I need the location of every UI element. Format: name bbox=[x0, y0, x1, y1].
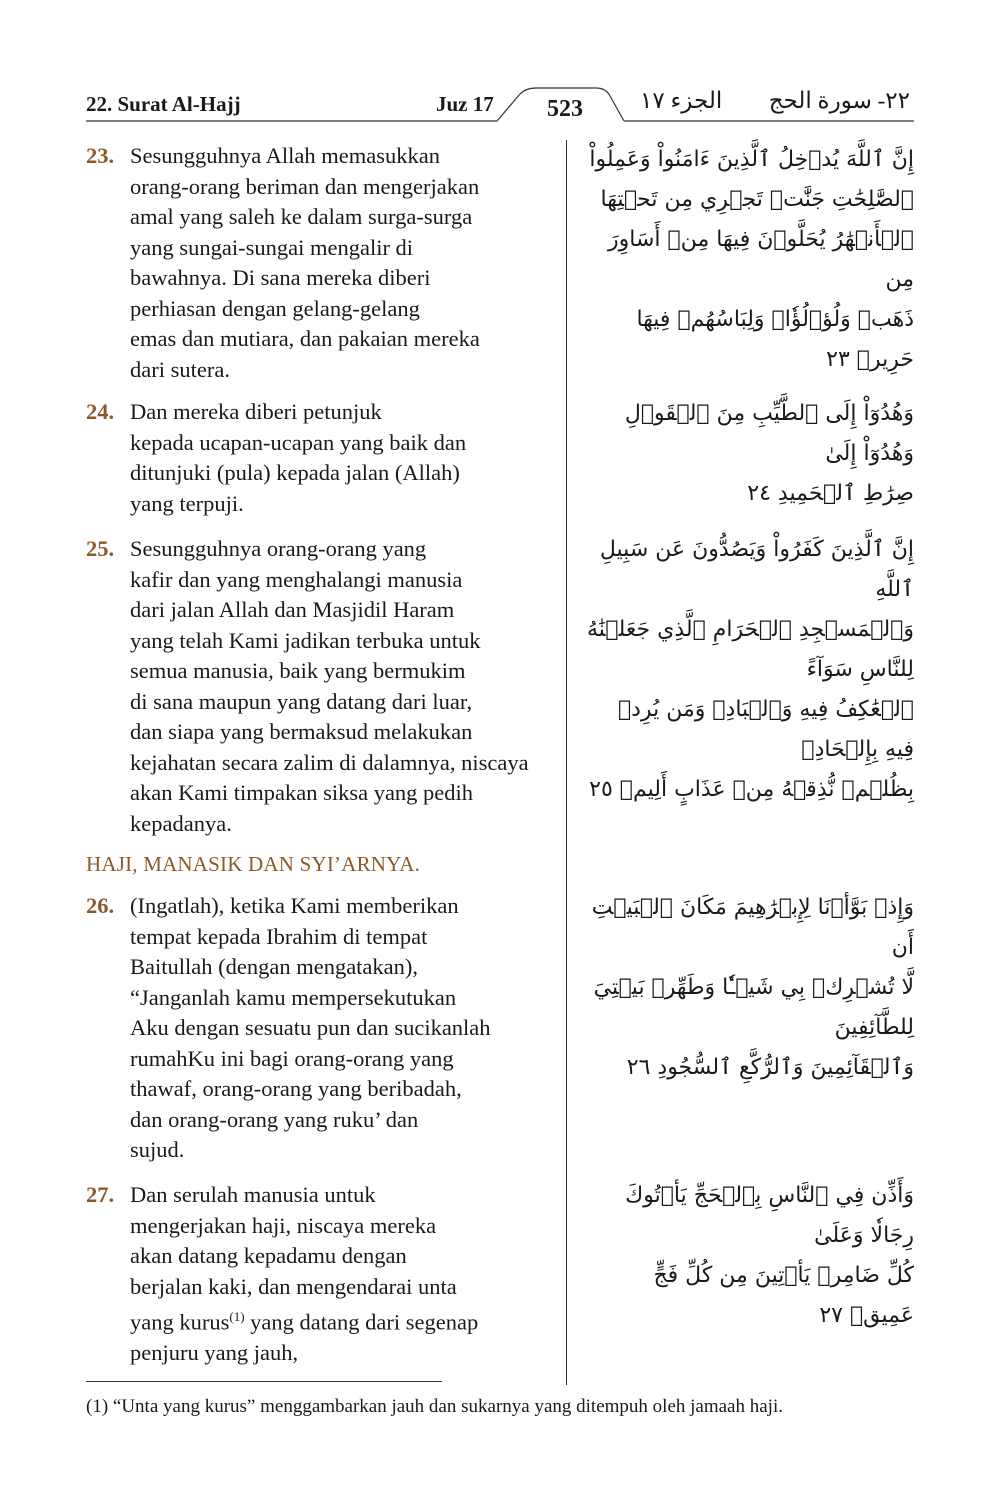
page-number: 523 bbox=[547, 96, 583, 122]
footnote-marker: (1) bbox=[229, 1309, 245, 1324]
verse-text-part: yang datang dari segenap penjuru yang jauh, bbox=[130, 1309, 479, 1365]
verse-text: Sesungguhnya Allah memasukkan orang-orang beriman dan mengerjakan amal yang saleh ke dalam surga-surga yang sungai-sungai mengalir di bawahnya. Di sana mereka diberi perhiasan dengan gelang-gelang emas dan mutiara, dan pakaian mereka dari sutera. bbox=[130, 143, 480, 382]
verse-number: 25. bbox=[86, 536, 115, 561]
verse-number: 23. bbox=[86, 143, 115, 168]
verse-number: 26. bbox=[86, 893, 115, 918]
verse-text: Dan mereka diberi petunjuk kepada ucapan-ucapan yang baik dan ditunjuki (pula) kepada jalan (Allah) yang terpuji. bbox=[130, 399, 467, 516]
verse-number: 24. bbox=[86, 399, 115, 424]
juz-label-arabic: الجزء ١٧ bbox=[640, 88, 723, 113]
juz-label-latin: Juz 17 bbox=[436, 92, 494, 116]
verse-text: Sesungguhnya orang-orang yang kafir dan yang menghalangi manusia dari jalan Allah dan Masjidil Haram yang telah Kami jadikan terbuka untuk semua manusia, baik yang bermukim di sana maupun yang datang dari luar, dan siapa yang bermaksud melakukan kejahatan secara zalim di dalamnya, niscaya akan Kami timpakan siksa yang pedih kepadanya. bbox=[130, 536, 529, 836]
verse-24-translation bbox=[86, 397, 566, 519]
surah-title-arabic: ٢٢- سورة الحج bbox=[768, 88, 910, 113]
verse-27-translation bbox=[86, 1180, 566, 1369]
surah-title-latin: 22. Surat Al-Hajj bbox=[86, 92, 241, 116]
verse-26-translation bbox=[86, 891, 566, 1166]
verse-27-arabic: وَأَذِّن فِي ٱلنَّاسِ بِٱلۡحَجِّ يَأۡتُوكَ رِجَالٗا وَعَلَىٰ كُلِّ ضَامِرٖ يَأۡتِينَ مِن كُلِّ فَجٍّ عَمِيقٖ ٢٧ bbox=[625, 1183, 914, 1328]
verse-25-translation bbox=[86, 534, 566, 839]
page-header bbox=[0, 0, 1000, 130]
verse-23-arabic: إِنَّ ٱللَّهَ يُدۡخِلُ ٱلَّذِينَ ءَامَنُواْ وَعَمِلُواْ ٱلصَّٰلِحَٰتِ جَنَّٰتٖ تَجۡرِي مِن تَحۡتِهَا ٱلۡأَنۡهَٰرُ يُحَلَّوۡنَ فِيهَا مِنۡ أَسَاوِرَ مِن ذَهَبٖ وَلُؤۡلُؤٗاۖ وَلِبَاسُهُمۡ فِيهَا حَرِيرٞ ٢٣ bbox=[589, 147, 914, 372]
verse-24-arabic: وَهُدُوٓاْ إِلَى ٱلطَّيِّبِ مِنَ ٱلۡقَوۡلِ وَهُدُوٓاْ إِلَىٰ صِرَٰطِ ٱلۡحَمِيدِ ٢٤ bbox=[624, 401, 914, 506]
verse-text bbox=[130, 1180, 566, 1369]
verse-26-arabic: وَإِذۡ بَوَّأۡنَا لِإِبۡرَٰهِيمَ مَكَانَ ٱلۡبَيۡتِ أَن لَّا تُشۡرِكۡ بِي شَيۡـٔٗا وَطَهِّرۡ بَيۡتِيَ لِلطَّآئِفِينَ وَٱلۡقَآئِمِينَ وَٱلرُّكَّعِ ٱلسُّجُودِ ٢٦ bbox=[591, 895, 914, 1080]
verse-23-translation bbox=[86, 141, 566, 385]
column-divider bbox=[566, 140, 567, 1385]
verse-25-arabic: إِنَّ ٱلَّذِينَ كَفَرُواْ وَيَصُدُّونَ عَن سَبِيلِ ٱللَّهِ وَٱلۡمَسۡجِدِ ٱلۡحَرَامِ ٱلَّذِي جَعَلۡنَٰهُ لِلنَّاسِ سَوَآءً ٱلۡعَٰكِفُ فِيهِ وَٱلۡبَادِۚ وَمَن يُرِدۡ فِيهِ بِإِلۡحَادِۢ بِظُلۡمٖ نُّذِقۡهُ مِنۡ عَذَابٍ أَلِيمٖ ٢٥ bbox=[587, 537, 914, 802]
verse-number: 27. bbox=[86, 1182, 115, 1207]
section-heading: HAJI, MANASIK DAN SYI’ARNYA. bbox=[86, 852, 421, 876]
verse-text: (Ingatlah), ketika Kami memberikan tempat kepada Ibrahim di tempat Baitullah (dengan mengatakan), “Janganlah kamu mempersekutukan Aku dengan sesuatu pun dan sucikanlah rumahKu ini bagi orang-orang yang thawaf, orang-orang yang beribadah, dan orang-orang yang ruku’ dan sujud. bbox=[130, 893, 491, 1162]
footnote-rule bbox=[86, 1381, 442, 1382]
header-rule bbox=[0, 0, 1000, 140]
footnote: (1) “Unta yang kurus” menggambarkan jauh dan sukarnya yang ditempuh oleh jamaah haji. bbox=[86, 1396, 783, 1417]
verse-text-part: Dan serulah manusia untuk mengerjakan haji, niscaya mereka akan datang kepadamu dengan berjalan kaki, dan mengendarai unta yang kurus bbox=[130, 1182, 457, 1335]
